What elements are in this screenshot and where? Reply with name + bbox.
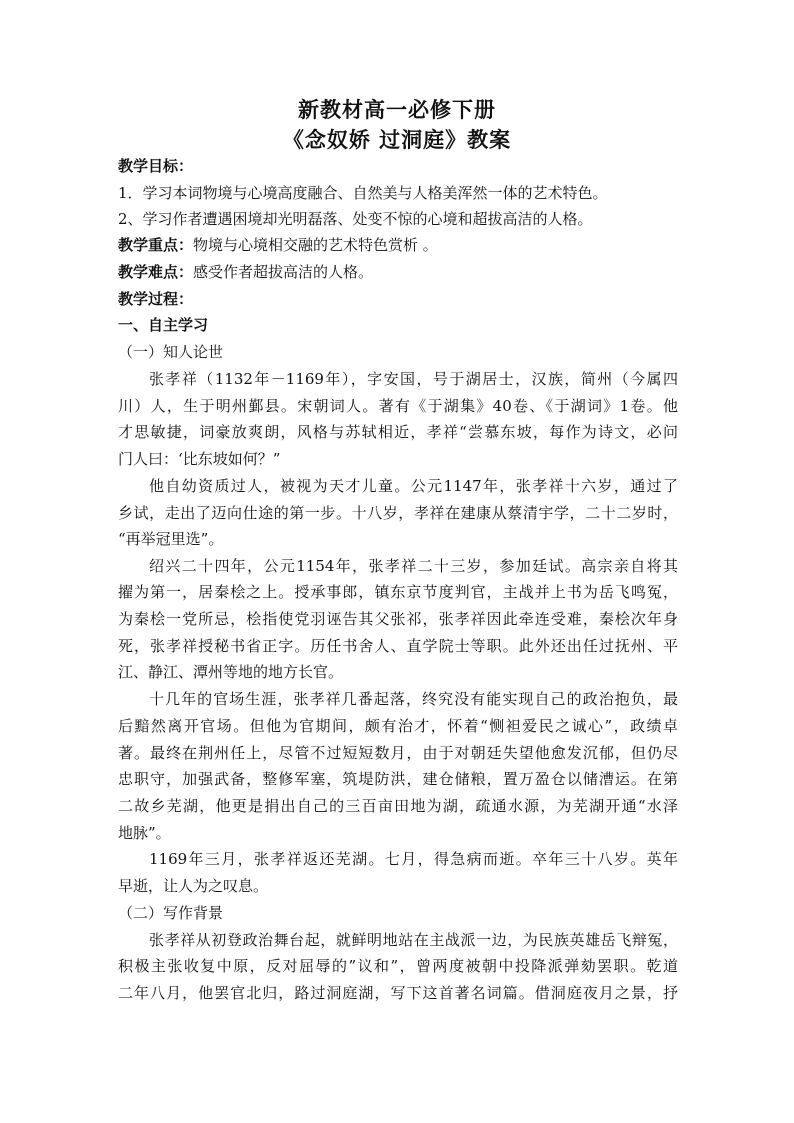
paragraph-line: 后黯然离开官场。但他为官期间，颇有治才，怀着“恻袒爱民之诚心”，政绩卓 [118, 717, 678, 735]
paragraph-line: 1169年三月，张孝祥返还芜湖。七月，得急病而逝。卒年三十八岁。英年 [149, 850, 678, 868]
paragraph-line: 川）人，生于明州鄞县。宋朝词人。著有《于湖集》40卷、《于湖词》1卷。他 [118, 397, 678, 415]
paragraph-line: 张孝祥（1132年－1169年），字安国，号于湖居士，汉族，简州（今属四 [149, 370, 678, 388]
paragraph-line: 为秦桧一党所忌，桧指使党羽诬告其父张祁，张孝祥因此牵连受难，秦桧次年身 [118, 610, 678, 628]
goal-item-1: 1．学习本词物境与心境高度融合、自然美与人格美浑然一体的艺术特色。 [118, 184, 608, 202]
paragraph-line: 积极主张收复中原，反对屈辱的”议和”，曾两度被朝中投降派弹劾罢职。乾道 [118, 957, 678, 975]
paragraph-line: 他自幼资质过人，被视为天才儿童。公元1147年，张孝祥十六岁，通过了 [149, 477, 678, 495]
difficulty-label: 教学难点： [118, 263, 194, 281]
paragraph-line: 死，张孝祥授秘书省正字。历任书舍人、直学院士等职。此外还出任过抚州、平 [118, 637, 678, 655]
subsection-heading-2: （二）写作背景 [118, 904, 224, 922]
paragraph-line: “再举冠里选”。 [118, 530, 224, 548]
paragraph-line: 乡试，走出了迈向仕途的第一步。十八岁，孝祥在建康从蔡清宇学，二十二岁时， [118, 504, 678, 522]
teaching-focus [118, 235, 678, 255]
process-heading: 教学过程： [118, 290, 194, 308]
paragraph-line: 张孝祥从初登政治舞台起，就鲜明地站在主战派一边，为民族英雄岳飞辩冤， [149, 931, 678, 949]
paragraph-line: 擢为第一，居秦桧之上。授承事郎，镇东京节度判官，主战并上书为岳飞鸣冤， [118, 583, 678, 601]
difficulty-text: 感受作者超拔高洁的人格。 [193, 263, 374, 281]
paragraph-line: 地脉”。 [118, 824, 171, 842]
paragraph-line: 十几年的官场生涯，张孝祥几番起落，终究没有能实现自己的政治抱负，最 [149, 690, 678, 708]
focus-text: 物境与心境相交融的艺术特色赏析 。 [193, 236, 438, 254]
paragraph-line: 二故乡芜湖，他更是捐出自己的三百亩田地为湖，疏通水源，为芜湖开通“水泽 [118, 797, 678, 815]
goal-item-2: 2、学习作者遭遇困境却光明磊落、处变不惊的心境和超拔高洁的人格。 [118, 210, 593, 228]
paragraph-line: 门人曰：‘比东坡如何？” [118, 450, 281, 468]
paragraph-line: 绍兴二十四年，公元1154年，张孝祥二十三岁，参加廷试。高宗亲自将其 [149, 557, 678, 575]
paragraph-line: 早逝，让人为之叹息。 [118, 877, 269, 895]
subsection-heading-1: （一）知人论世 [118, 343, 224, 361]
teaching-difficulty [118, 262, 678, 282]
paragraph-line: 二年八月，他罢官北归，路过洞庭湖，写下这首著名词篇。借洞庭夜月之景，抒 [118, 984, 678, 1002]
document-title-line-1: 新教材高一必修下册 [298, 97, 496, 122]
paragraph-line: 忠职守，加强武备，整修军塞，筑堤防洪，建仓储粮，置万盈仓以储漕运。在第 [118, 770, 678, 788]
goals-heading: 教学目标： [118, 157, 194, 175]
paragraph-line: 才思敏捷，词豪放爽朗，风格与苏轼相近，孝祥“尝慕东坡，每作为诗文，必问 [118, 423, 678, 441]
paragraph-line: 江、静江、潭州等地的地方长官。 [118, 663, 344, 681]
paragraph-line: 著。最终在荆州任上，尽管不过短短数月，由于对朝廷失望他愈发沉郁，但仍尽 [118, 744, 678, 762]
section-heading-1: 一、自主学习 [118, 316, 209, 334]
focus-label: 教学重点： [118, 236, 194, 254]
document-title-line-2: 《念奴娇 过洞庭》教案 [282, 127, 512, 152]
